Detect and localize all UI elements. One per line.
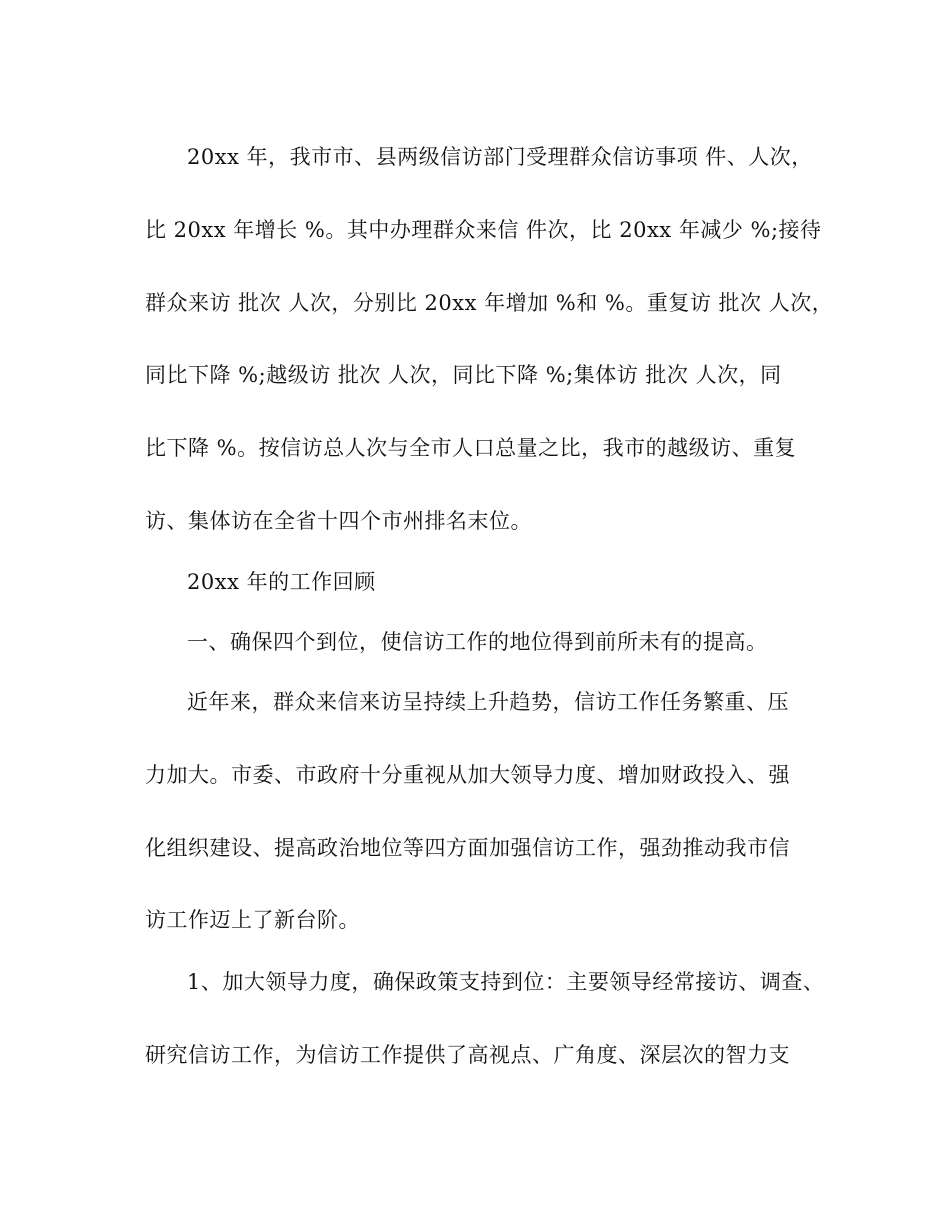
paragraph-line: 群众来访 批次 人次，分别比 20xx 年增加 %和 %。重复访 批次 人次， xyxy=(145,291,834,315)
paragraph-line: 研究信访工作，为信访工作提供了高视点、广角度、深层次的智力支 xyxy=(145,1043,790,1067)
paragraph-line: 1、加大领导力度，确保政策支持到位：主要领导经常接访、调查、 xyxy=(187,970,825,994)
paragraph-line: 比下降 %。按信访总人次与全市人口总量之比，我市的越级访、重复 xyxy=(145,436,797,460)
section-heading: 20xx 年的工作回顾 xyxy=(187,570,376,594)
paragraph-line: 化组织建设、提高政治地位等四方面加强信访工作，强劲推动我市信 xyxy=(145,836,790,860)
paragraph-line: 近年来，群众来信来访呈持续上升趋势，信访工作任务繁重、压 xyxy=(187,690,789,714)
paragraph-line: 力加大。市委、市政府十分重视从加大领导力度、增加财政投入、强 xyxy=(145,763,790,787)
paragraph-line: 20xx 年，我市市、县两级信访部门受理群众信访事项 件、人次， xyxy=(187,145,813,169)
paragraph-line: 比 20xx 年增长 %。其中办理群众来信 件次，比 20xx 年减少 %;接待 xyxy=(145,218,822,242)
section-heading: 一、确保四个到位，使信访工作的地位得到前所未有的提高。 xyxy=(187,630,768,654)
paragraph-line: 同比下降 %;越级访 批次 人次，同比下降 %;集体访 批次 人次，同 xyxy=(145,363,782,387)
paragraph-line: 访、集体访在全省十四个市州排名末位。 xyxy=(145,509,532,533)
paragraph-line: 访工作迈上了新台阶。 xyxy=(145,908,360,932)
